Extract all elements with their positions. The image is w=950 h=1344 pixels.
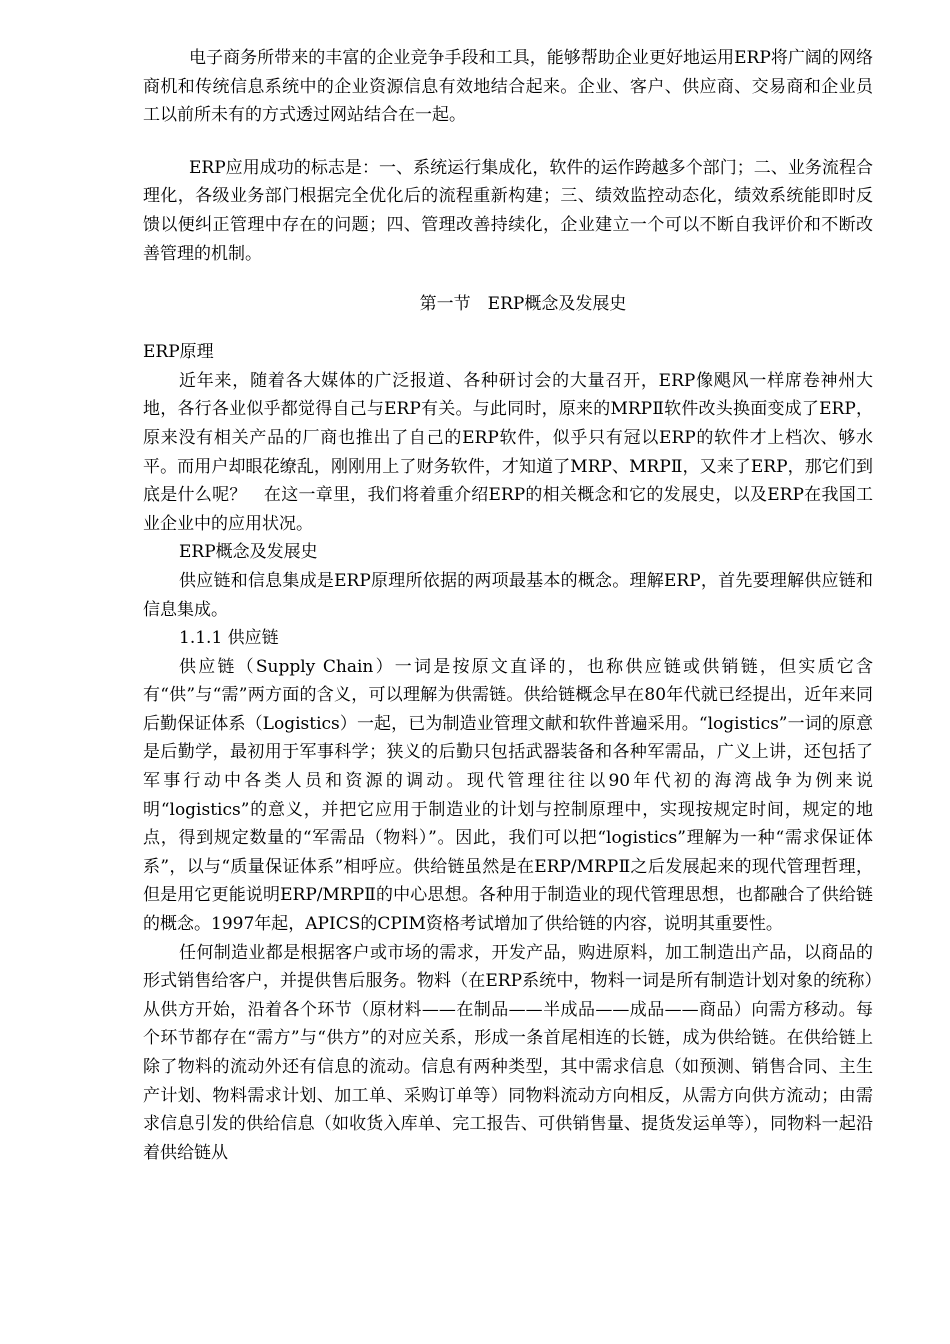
supply-chain-paragraph-1: 供应链（Supply Chain）一词是按原文直译的，也称供应链或供销链，但实质它含有“供”与“需”两方面的含义，可以理解为供需链。供给链概念早在80年代就已经提出，近年来同后勤保证体系（Logistics）一起，已为制造业管理文献和软件普遍采用。“logistics”一词的原意是后勤学，最初用于军事科学；狭义的后勤只包括武器装备和各种军需品，广义上讲，还包括了军事行动中各类人员和资源的调动。现代管理往往以90年代初的海湾战争为例来说明“logistics”的意义，并把它应用于制造业的计划与控制原理中，实现按规定时间，规定的地点，得到规定数量的“军需品（物料）”。因此，我们可以把“logistics”理解为一种“需求保证体系”，以与“质量保证体系”相呼应。供给链虽然是在ERP/MRPⅡ之后发展起来的现代管理哲理，但是用它更能说明ERP/MRPⅡ的中心思想。各种用于制造业的现代管理思想，也都融合了供给链的概念。1997年起，APICS的CPIM资格考试增加了供给链的内容，说明其重要性。 xyxy=(143,656,873,935)
paragraph-spacer xyxy=(143,130,873,154)
concept-heading: ERP概念及发展史 xyxy=(179,542,318,563)
supply-chain-paragraph-2: 任何制造业都是根据客户或市场的需求，开发产品，购进原料，加工制造出产品，以商品的形式销售给客户，并提供售后服务。物料（在ERP系统中，物料一词是所有制造计划对象的统称）从供方开始，沿着各个环节（原材料——在制品——半成品——成品——商品）向需方移动。每个环节都存在“需方”与“供方”的对应关系，形成一条首尾相连的长链，成为供给链。在供给链上除了物料的流动外还有信息的流动。信息有两种类型，其中需求信息（如预测、销售合同、主生产计划、物料需求计划、加工单、采购订单等）同物料流动方向相反，从需方向供方流动；由需求信息引发的供给信息（如收货入库单、完工报告、可供销售量、提货发运单等），同物料一起沿着供给链从 xyxy=(143,942,873,1163)
erp-principle-heading: ERP原理 xyxy=(143,342,214,363)
erp-principle-paragraph: 近年来，随着各大媒体的广泛报道、各种研讨会的大量召开，ERP像飓风一样席卷神州大地，各行各业似乎都觉得自己与ERP有关。与此同时，原来的MRPⅡ软件改头换面变成了ERP，原来没有相关产品的厂商也推出了自己的ERP软件，似乎只有冠以ERP的软件才上档次、够水平。而用户却眼花缭乱，刚刚用上了财务软件，才知道了MRP、MRPⅡ，又来了ERP，那它们到底是什么呢？ 在这一章里，我们将着重介绍ERP的相关概念和它的发展史，以及ERP在我国工业企业中的应用状况。 xyxy=(143,370,873,534)
section-title: 第一节 ERP概念及发展史 xyxy=(419,294,627,315)
concept-paragraph: 供应链和信息集成是ERP原理所依据的两项最基本的概念。理解ERP，首先要理解供应链和信息集成。 xyxy=(143,570,873,620)
intro-paragraph-2: ERP应用成功的标志是：一、系统运行集成化，软件的运作跨越多个部门；二、业务流程合理化，各级业务部门根据完全优化后的流程重新构建；三、绩效监控动态化，绩效系统能即时反馈以便纠正管理中存在的问题；四、管理改善持续化，企业建立一个可以不断自我评价和不断改善管理的机制。 xyxy=(143,157,873,264)
intro-paragraph-1: 电子商务所带来的丰富的企业竞争手段和工具，能够帮助企业更好地运用ERP将广阔的网络商机和传统信息系统中的企业资源信息有效地结合起来。企业、客户、供应商、交易商和企业员工以前所未有的方式透过网站结合在一起。 xyxy=(143,48,873,126)
document-page xyxy=(143,44,873,1167)
supply-chain-heading: 1.1.1 供应链 xyxy=(179,628,279,649)
